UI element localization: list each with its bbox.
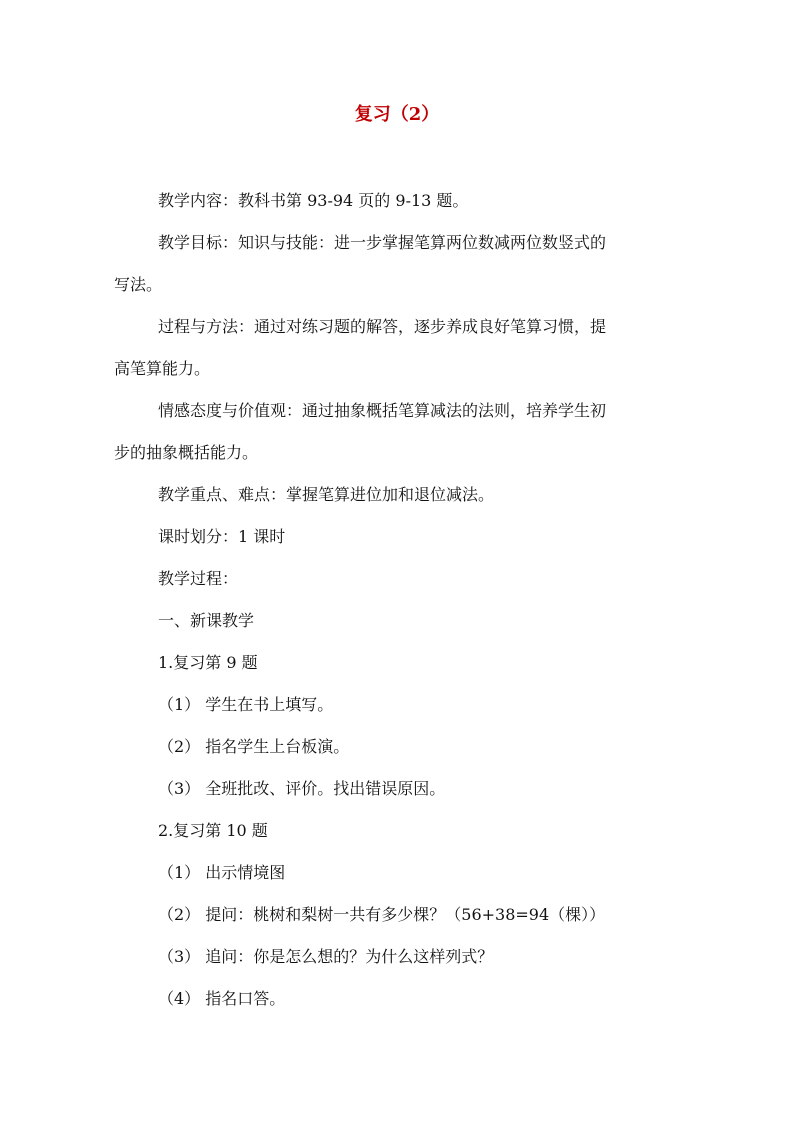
- process-method-line-2: 高笔算能力。: [114, 359, 211, 378]
- document-title: 复习（2）: [354, 104, 440, 125]
- review-10-step-2: （2） 提问：桃树和梨树一共有多少棵？（56+38=94（棵））: [158, 905, 606, 924]
- review-10-step-3: （3） 追问：你是怎么想的？为什么这样列式？: [158, 947, 494, 966]
- section-heading-new-lesson: 一、新课教学: [158, 611, 255, 630]
- review-9-step-1: （1） 学生在书上填写。: [158, 695, 334, 714]
- review-9-step-3: （3） 全班批改、评价。找出错误原因。: [158, 779, 446, 798]
- review-item-9: 1.复习第 9 题: [158, 653, 258, 672]
- review-9-step-2: （2） 指名学生上台板演。: [158, 737, 350, 756]
- review-10-step-4: （4） 指名口答。: [158, 989, 286, 1008]
- review-item-10: 2.复习第 10 题: [158, 821, 268, 840]
- attitude-values-line-1: 情感态度与价值观：通过抽象概括笔算减法的法则，培养学生初: [158, 401, 607, 420]
- process-method-line-1: 过程与方法：通过对练习题的解答，逐步养成良好笔算习惯，提: [158, 317, 607, 336]
- key-points: 教学重点、难点：掌握笔算进位加和退位减法。: [158, 485, 495, 504]
- class-hours: 课时划分：1 课时: [158, 527, 286, 546]
- teaching-process-heading: 教学过程：: [158, 569, 239, 588]
- teaching-content: 教学内容：教科书第 93-94 页的 9-13 题。: [158, 191, 469, 210]
- teaching-goal-line-1: 教学目标：知识与技能：进一步掌握笔算两位数减两位数竖式的: [158, 233, 607, 252]
- attitude-values-line-2: 步的抽象概括能力。: [114, 443, 259, 462]
- review-10-step-1: （1） 出示情境图: [158, 863, 286, 882]
- teaching-goal-line-2: 写法。: [114, 275, 163, 294]
